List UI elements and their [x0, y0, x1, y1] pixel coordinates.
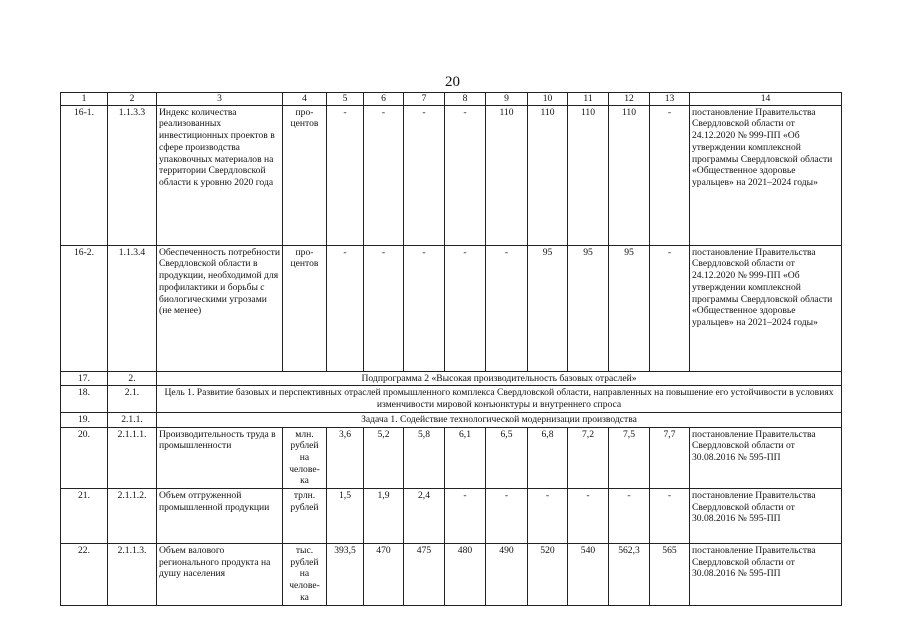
row-number: 18.	[61, 386, 108, 412]
value-cell: 110	[486, 105, 528, 245]
row-code: 2.1.	[108, 386, 157, 412]
row-number: 19.	[61, 412, 108, 427]
unit-cell: трлн. рублей	[283, 489, 327, 544]
value-cell: -	[650, 105, 690, 245]
value-cell: 6,8	[528, 427, 568, 489]
column-header: 7	[404, 93, 445, 106]
section-heading: Задача 1. Содействие технологической модернизации производства	[157, 412, 842, 427]
row-number: 17.	[61, 371, 108, 386]
row-code: 2.1.1.	[108, 412, 157, 427]
value-cell: 95	[528, 245, 568, 371]
indicator-name: Производительность труда в промышленности	[157, 427, 283, 489]
unit-cell: про- центов	[283, 245, 327, 371]
column-header: 3	[157, 93, 283, 106]
value-cell: 6,1	[445, 427, 486, 489]
value-cell: -	[404, 105, 445, 245]
value-cell: -	[445, 245, 486, 371]
column-header: 5	[327, 93, 364, 106]
value-cell: 393,5	[327, 544, 364, 606]
value-cell: 1,9	[364, 489, 404, 544]
section-heading: Подпрограмма 2 «Высокая производительность базовых отраслей»	[157, 371, 842, 386]
value-cell: 562,3	[609, 544, 650, 606]
value-cell: -	[528, 489, 568, 544]
value-cell: 95	[568, 245, 609, 371]
column-header: 4	[283, 93, 327, 106]
row-code: 1.1.3.3	[108, 105, 157, 245]
value-cell: -	[327, 245, 364, 371]
value-cell: -	[486, 489, 528, 544]
value-cell: 6,5	[486, 427, 528, 489]
page-number: 20	[445, 74, 460, 90]
table-row	[61, 386, 842, 412]
value-cell: -	[445, 105, 486, 245]
value-cell: 5,8	[404, 427, 445, 489]
value-cell: -	[327, 105, 364, 245]
value-cell: 3,6	[327, 427, 364, 489]
row-number: 21.	[61, 489, 108, 544]
column-header: 8	[445, 93, 486, 106]
value-cell: -	[364, 245, 404, 371]
source-document: постановление Правительства Свердловской области от 30.08.2016 № 595-ПП	[690, 544, 842, 606]
row-code: 2.1.1.1.	[108, 427, 157, 489]
unit-cell: про- центов	[283, 105, 327, 245]
value-cell: 110	[528, 105, 568, 245]
row-number: 16-1.	[61, 105, 108, 245]
indicator-name: Объем отгруженной промышленной продукции	[157, 489, 283, 544]
source-document: постановление Правительства Свердловской области от 24.12.2020 № 999-ПП «Об утверждении комплексной программы Свердловской области «Общественное здоровье уральцев» на 2021–2024 годы»	[690, 105, 842, 245]
indicator-name: Обеспеченность потребности Свердловской области в продукции, необходимой для профилактики и борьбы с биологическими угрозами (не менее)	[157, 245, 283, 371]
value-cell: -	[650, 489, 690, 544]
column-header: 2	[108, 93, 157, 106]
row-number: 20.	[61, 427, 108, 489]
table-header-row	[61, 93, 842, 106]
value-cell: 470	[364, 544, 404, 606]
column-header: 9	[486, 93, 528, 106]
value-cell: 7,2	[568, 427, 609, 489]
value-cell: -	[404, 245, 445, 371]
column-header: 6	[364, 93, 404, 106]
source-document: постановление Правительства Свердловской области от 30.08.2016 № 595-ПП	[690, 427, 842, 489]
row-number: 16-2.	[61, 245, 108, 371]
indicator-name: Объем валового регионального продукта на душу населения	[157, 544, 283, 606]
table-row	[61, 245, 842, 371]
column-header: 11	[568, 93, 609, 106]
value-cell: 2,4	[404, 489, 445, 544]
table-row	[61, 412, 842, 427]
value-cell: 480	[445, 544, 486, 606]
table-row	[61, 544, 842, 606]
value-cell: 540	[568, 544, 609, 606]
value-cell: -	[609, 489, 650, 544]
source-document: постановление Правительства Свердловской области от 24.12.2020 № 999-ПП «Об утверждении комплексной программы Свердловской области «Общественное здоровье уральцев» на 2021–2024 годы»	[690, 245, 842, 371]
column-header: 12	[609, 93, 650, 106]
value-cell: -	[568, 489, 609, 544]
value-cell: 95	[609, 245, 650, 371]
value-cell: 110	[568, 105, 609, 245]
row-code: 2.	[108, 371, 157, 386]
indicator-name: Индекс количества реализованных инвестиционных проектов в сфере производства упаковочных материалов на территории Свердловской области к уровню 2020 года	[157, 105, 283, 245]
row-code: 2.1.1.2.	[108, 489, 157, 544]
value-cell: -	[364, 105, 404, 245]
unit-cell: тыс. рублей на челове-ка	[283, 544, 327, 606]
column-header: 13	[650, 93, 690, 106]
section-heading: Цель 1. Развитие базовых и перспективных отраслей промышленного комплекса Свердловской области, направленных на повышение его устойчивости в условиях изменчивости мировой конъюнктуры и внутреннего спроса	[157, 386, 842, 412]
value-cell: 565	[650, 544, 690, 606]
value-cell: 5,2	[364, 427, 404, 489]
value-cell: 110	[609, 105, 650, 245]
table-row	[61, 105, 842, 245]
unit-cell: млн. рублей на челове-ка	[283, 427, 327, 489]
row-code: 1.1.3.4	[108, 245, 157, 371]
value-cell: 520	[528, 544, 568, 606]
value-cell: 475	[404, 544, 445, 606]
column-header: 1	[61, 93, 108, 106]
row-code: 2.1.1.3.	[108, 544, 157, 606]
row-number: 22.	[61, 544, 108, 606]
table-row	[61, 427, 842, 489]
column-header: 14	[690, 93, 842, 106]
indicators-table	[60, 92, 842, 606]
value-cell: -	[486, 245, 528, 371]
source-document: постановление Правительства Свердловской области от 30.08.2016 № 595-ПП	[690, 489, 842, 544]
table-row	[61, 371, 842, 386]
value-cell: 7,7	[650, 427, 690, 489]
column-header: 10	[528, 93, 568, 106]
table-row	[61, 489, 842, 544]
value-cell: -	[650, 245, 690, 371]
value-cell: 1,5	[327, 489, 364, 544]
value-cell: 7,5	[609, 427, 650, 489]
value-cell: -	[445, 489, 486, 544]
value-cell: 490	[486, 544, 528, 606]
